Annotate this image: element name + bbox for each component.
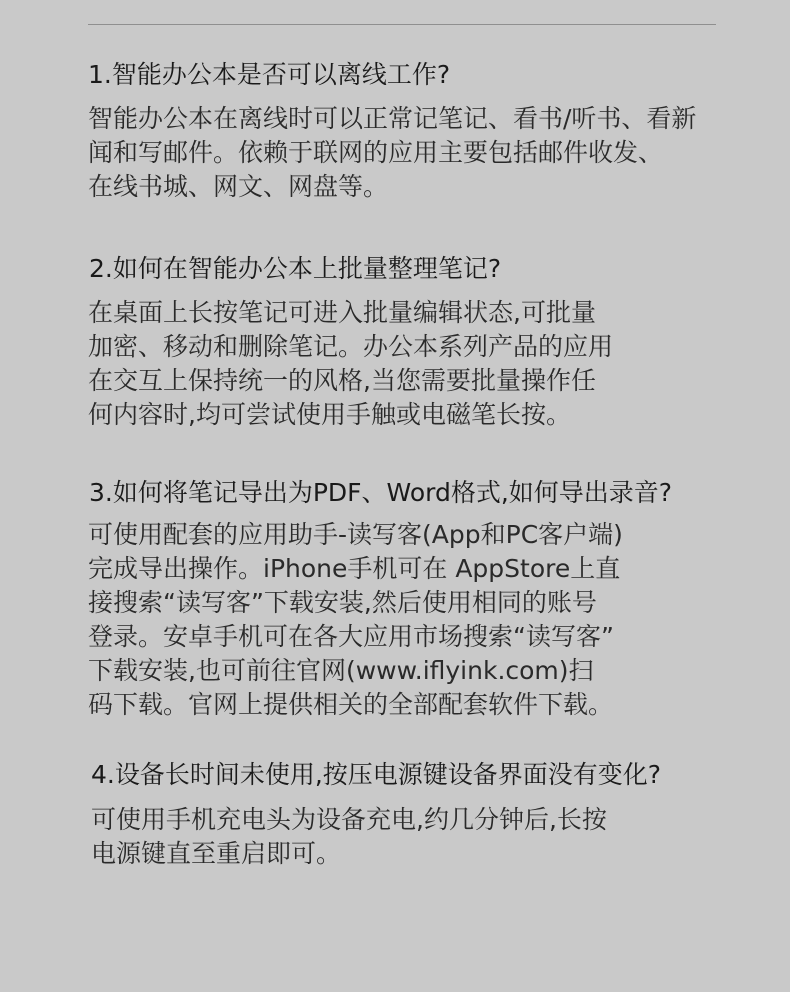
faq-answer [0,803,790,871]
faq-item-3 [0,478,790,722]
top-divider [88,24,716,25]
answer-line: 下载安装,也可前往官网(www.iflyink.com)扫 [88,656,594,685]
faq-question: 3.如何将笔记导出为PDF、Word格式,如何导出录音? [89,478,673,507]
answer-line: 电源键直至重启即可。 [91,839,342,868]
answer-line: 在交互上保持统一的风格,当您需要批量操作任 [88,366,596,395]
faq-question: 4.设备长时间未使用,按压电源键设备界面没有变化? [91,760,662,789]
answer-line: 接搜索“读写客”下载安装,然后使用相同的账号 [88,588,597,617]
faq-item-2 [0,254,790,432]
answer-line: 码下载。官网上提供相关的全部配套软件下载。 [88,690,614,719]
faq-item-4 [0,760,790,871]
faq-answer [0,296,790,432]
faq-item-1 [0,60,790,204]
answer-line: 在线书城、网文、网盘等。 [88,172,389,201]
answer-line: 何内容时,均可尝试使用手触或电磁笔长按。 [88,400,571,429]
faq-question: 2.如何在智能办公本上批量整理笔记? [89,254,502,283]
faq-answer [0,102,790,204]
answer-line: 加密、移动和删除笔记。办公本系列产品的应用 [88,332,614,361]
answer-line: 在桌面上长按笔记可进入批量编辑状态,可批量 [88,298,596,327]
answer-line: 智能办公本在离线时可以正常记笔记、看书/听书、看新 [88,104,697,133]
answer-line: 可使用配套的应用助手-读写客(App和PC客户端) [88,520,623,549]
answer-line: 可使用手机充电头为设备充电,约几分钟后,长按 [91,805,607,834]
faq-answer [0,518,790,722]
faq-question: 1.智能办公本是否可以离线工作? [88,60,451,89]
answer-line: 完成导出操作。iPhone手机可在 AppStore上直 [88,554,621,583]
answer-line: 闻和写邮件。依赖于联网的应用主要包括邮件收发、 [88,138,664,167]
answer-line: 登录。安卓手机可在各大应用市场搜索“读写客” [88,622,614,651]
